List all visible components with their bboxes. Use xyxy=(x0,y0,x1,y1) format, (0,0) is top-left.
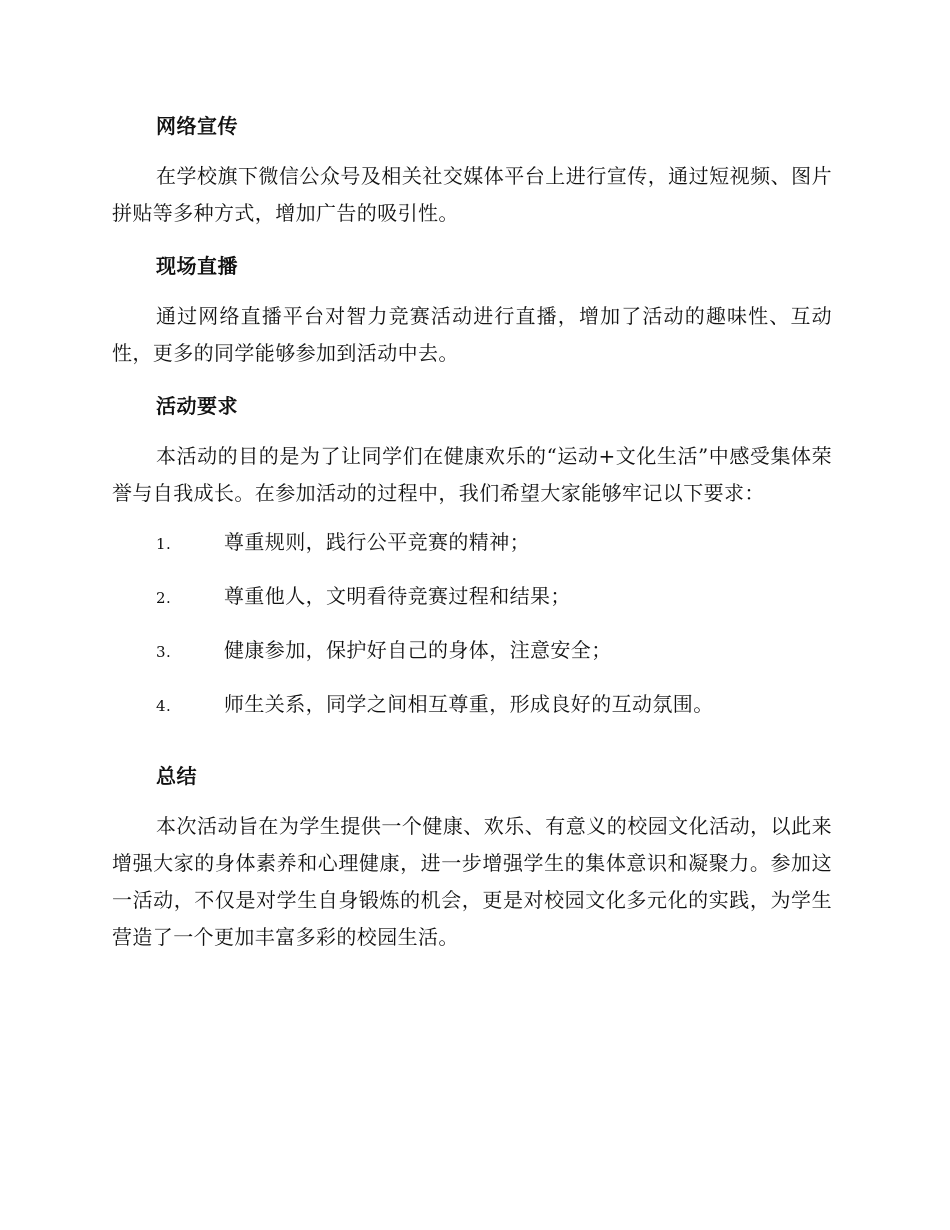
section-paragraph-summary: 本次活动旨在为学生提供一个健康、欢乐、有意义的校园文化活动，以此来增强大家的身体素养和心理健康，进一步增强学生的集体意识和凝聚力。参加这一活动，不仅是对学生自身锻炼的机会，更是对校园文化多元化的实践，为学生营造了一个更加丰富多彩的校园生活。 xyxy=(112,814,832,949)
section-heading-summary: 总结 xyxy=(156,764,197,788)
section-paragraph-requirements: 本活动的目的是为了让同学们在健康欢乐的“运动+文化生活”中感受集体荣誉与自我成长。在参加活动的过程中，我们希望大家能够牢记以下要求： xyxy=(112,444,832,505)
section-paragraph-live-broadcast: 通过网络直播平台对智力竞赛活动进行直播，增加了活动的趣味性、互动性，更多的同学能够参加到活动中去。 xyxy=(112,304,832,365)
list-item-text: 尊重规则，践行公平竞赛的精神； xyxy=(224,530,530,554)
list-item xyxy=(112,526,832,580)
list-item xyxy=(112,688,832,742)
list-item-text: 师生关系，同学之间相互尊重，形成良好的互动氛围。 xyxy=(224,692,714,716)
list-item xyxy=(112,580,832,634)
list-item-text: 健康参加，保护好自己的身体，注意安全； xyxy=(224,638,612,662)
requirements-list xyxy=(112,526,832,742)
list-item-number: 2. xyxy=(156,589,172,607)
list-item-number: 4. xyxy=(156,697,172,715)
document-page xyxy=(112,106,832,970)
section-heading-live-broadcast: 现场直播 xyxy=(156,254,238,278)
list-item-text: 尊重他人，文明看待竞赛过程和结果； xyxy=(224,584,571,608)
list-item xyxy=(112,634,832,688)
section-heading-online-promotion: 网络宣传 xyxy=(156,114,238,138)
section-heading-requirements: 活动要求 xyxy=(156,394,238,418)
list-item-number: 3. xyxy=(156,643,172,661)
list-item-number: 1. xyxy=(156,535,172,553)
section-paragraph-online-promotion: 在学校旗下微信公众号及相关社交媒体平台上进行宣传，通过短视频、图片拼贴等多种方式，增加广告的吸引性。 xyxy=(112,164,832,225)
